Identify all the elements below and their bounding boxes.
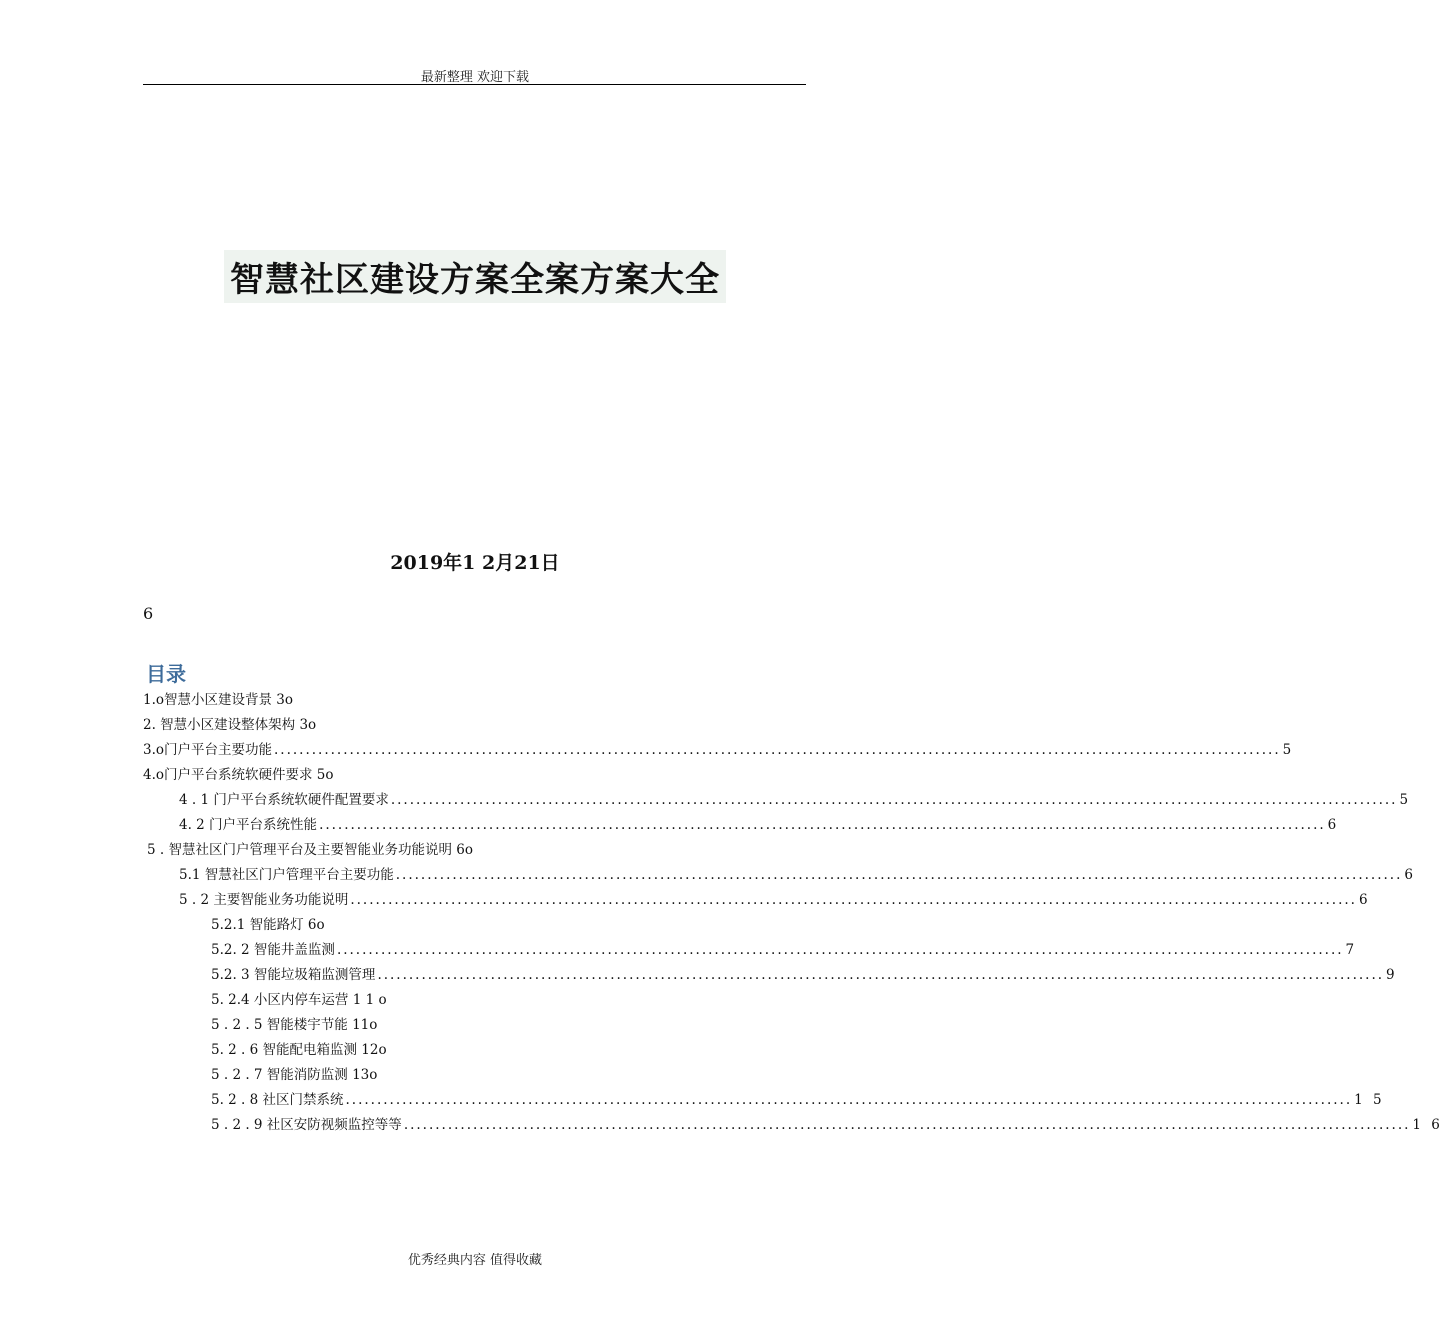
toc-leader-dots: ................................................................................................................................................................ — [345, 1092, 1353, 1108]
toc-entry-page: 1 6 — [1412, 1117, 1443, 1133]
toc-entry-text: 3.ο门户平台主要功能 — [143, 742, 273, 758]
toc-entry[interactable] — [143, 888, 1371, 913]
document-title: 智慧社区建设方案全案方案大全 — [224, 250, 726, 303]
toc-entry[interactable] — [143, 1013, 806, 1038]
toc-entry[interactable] — [143, 938, 1358, 963]
toc-entry-text: 5. 2.4 小区内停车运营 1 1 ο — [211, 992, 387, 1008]
toc-entry[interactable] — [143, 688, 806, 713]
toc-entry[interactable] — [143, 913, 806, 938]
toc-entry-page: 6 — [1404, 867, 1416, 883]
toc-entry-page: 5 — [1399, 792, 1412, 808]
toc-entry-text: 5 . 2 主要智能业务功能说明 — [179, 892, 349, 908]
toc-entry[interactable] — [143, 1113, 1443, 1138]
table-of-contents — [143, 688, 1443, 1138]
toc-entry-page: 9 — [1386, 967, 1398, 983]
toc-leader-dots: ................................................................................................................................................................ — [274, 742, 1281, 758]
toc-entry-text: 5.2. 3 智能垃圾箱监测管理 — [211, 967, 376, 983]
toc-entry-text: 5 . 2 . 9 社区安防视频监控等等 — [211, 1117, 402, 1133]
toc-entry-text: 5.2.1 智能路灯 6ο — [211, 917, 325, 933]
toc-entry-page: 6 — [1327, 817, 1340, 833]
toc-entry[interactable] — [143, 1063, 806, 1088]
paragraph-mark: 6 — [143, 604, 154, 623]
toc-entry-text: 4. 2 门户平台系统性能 — [179, 817, 318, 833]
toc-entry[interactable] — [143, 963, 1398, 988]
document-date: 2019年1 2月21日 — [390, 552, 560, 574]
toc-entry[interactable] — [143, 713, 806, 738]
toc-heading: 目录 — [146, 662, 186, 686]
toc-entry-text: 5 . 2 . 5 智能楼宇节能 11ο — [211, 1017, 378, 1033]
toc-entry[interactable] — [143, 838, 806, 863]
toc-entry[interactable] — [143, 1088, 1385, 1113]
toc-leader-dots: ................................................................................................................................................................ — [403, 1117, 1411, 1133]
toc-entry[interactable] — [143, 738, 1295, 763]
toc-entry[interactable] — [143, 863, 1416, 888]
toc-entry-page: 1 5 — [1354, 1092, 1385, 1108]
toc-leader-dots: ................................................................................................................................................................ — [395, 867, 1403, 883]
toc-entry-text: 4.ο门户平台系统软硬件要求 5ο — [143, 767, 334, 783]
page-header: 最新整理 欢迎下载 — [420, 70, 530, 85]
toc-leader-dots: ................................................................................................................................................................ — [377, 967, 1385, 983]
toc-entry-text: 2. 智慧小区建设整体架构 3ο — [143, 717, 317, 733]
toc-entry[interactable] — [143, 763, 806, 788]
toc-leader-dots: ................................................................................................................................................................ — [336, 942, 1344, 958]
toc-entry[interactable] — [143, 1038, 806, 1063]
toc-entry-page: 6 — [1358, 892, 1371, 908]
toc-leader-dots: ................................................................................................................................................................ — [319, 817, 1326, 833]
toc-entry[interactable] — [143, 788, 1412, 813]
document-title-block — [0, 250, 950, 303]
toc-leader-dots: ................................................................................................................................................................ — [350, 892, 1357, 908]
toc-entry-text: 5.2. 2 智能井盖监测 — [211, 942, 335, 958]
toc-entry-text: 5 . 智慧社区门户管理平台及主要智能业务功能说明 6ο — [147, 842, 473, 858]
toc-entry[interactable] — [143, 988, 806, 1013]
page-footer: 优秀经典内容 值得收藏 — [407, 1253, 543, 1268]
toc-entry-text: 4 . 1 门户平台系统软硬件配置要求 — [179, 792, 389, 808]
toc-entry-text: 5.1 智慧社区门户管理平台主要功能 — [179, 867, 394, 883]
toc-entry-text: 5. 2 . 6 智能配电箱监测 12ο — [211, 1042, 387, 1058]
toc-entry[interactable] — [143, 813, 1340, 838]
toc-entry-text: 5. 2 . 8 社区门禁系统 — [211, 1092, 344, 1108]
toc-leader-dots: ................................................................................................................................................................ — [390, 792, 1398, 808]
toc-entry-text: 1.ο智慧小区建设背景 3ο — [143, 692, 294, 708]
toc-entry-page: 5 — [1282, 742, 1295, 758]
header-divider — [143, 84, 806, 85]
toc-entry-page: 7 — [1345, 942, 1358, 958]
toc-entry-text: 5 . 2 . 7 智能消防监测 13ο — [211, 1067, 378, 1083]
